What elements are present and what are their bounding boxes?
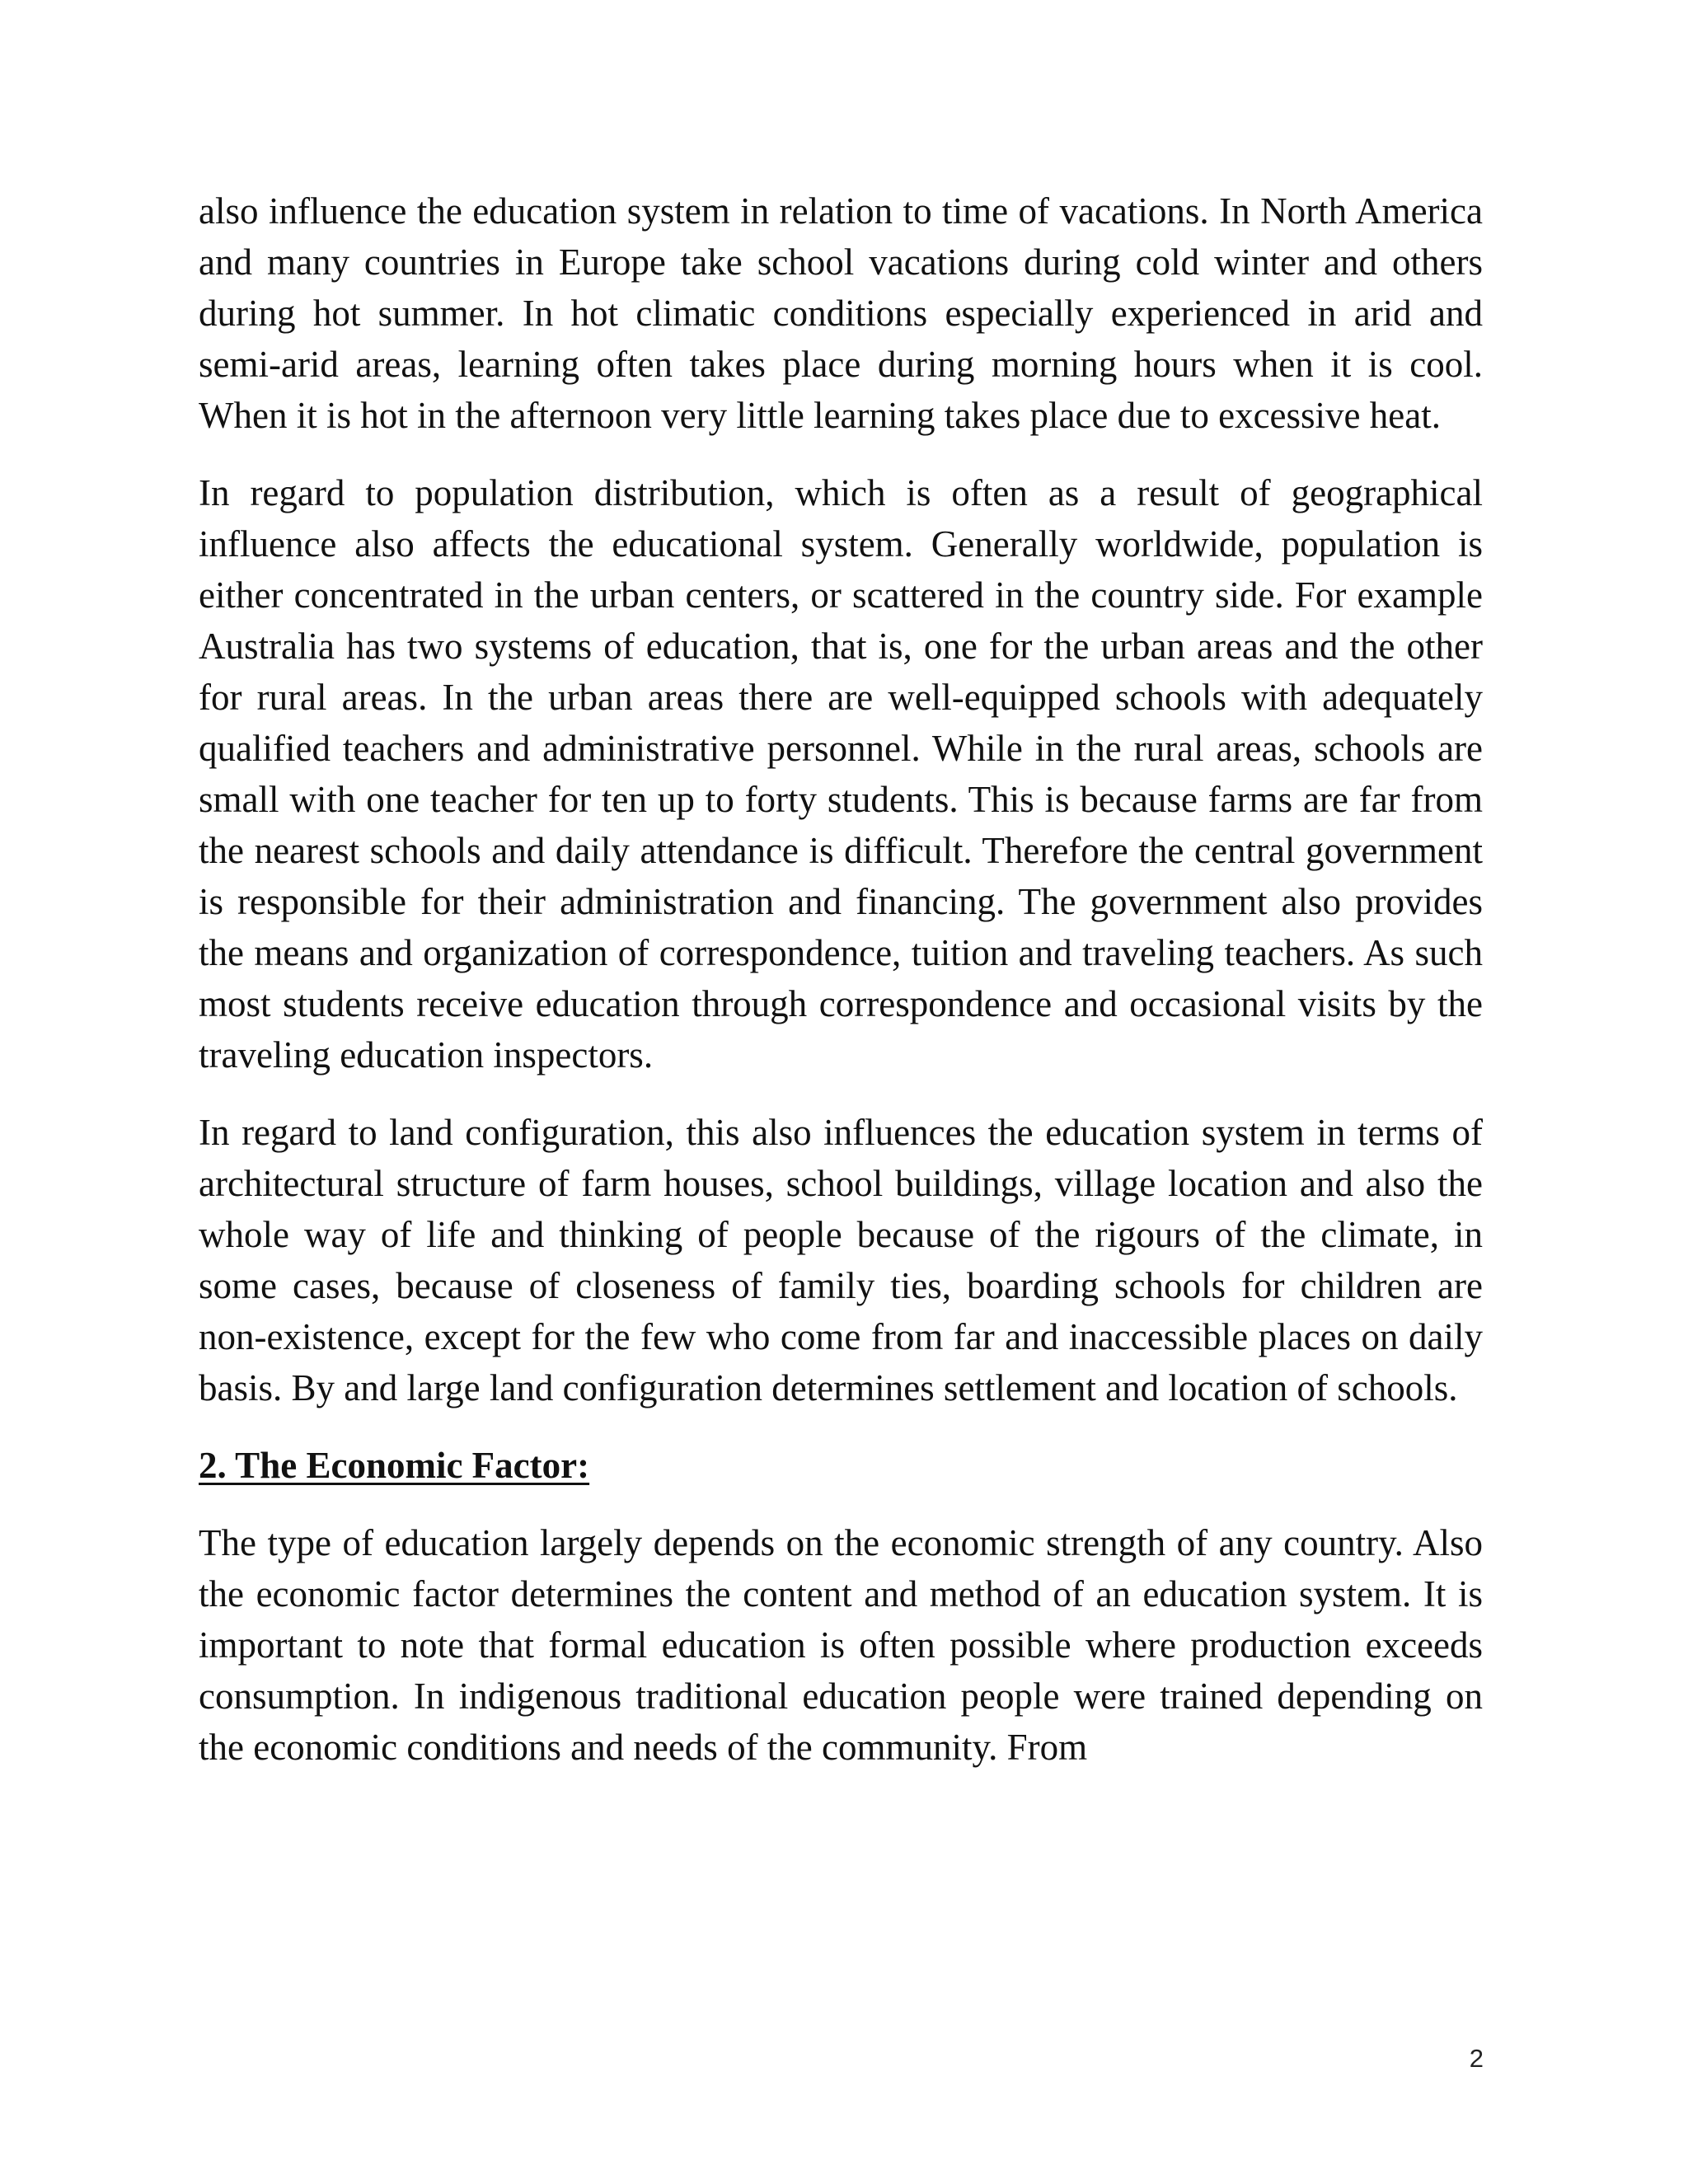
paragraph-economic-factor: The type of education largely depends on the economic strength of any country. Also the economic factor determines the content and method of an education system. It is important to note that formal education is often possible where production exceeds consumption. In indigenous traditional education people were trained depending on the economic conditions and needs of the community. From bbox=[199, 1522, 1483, 1768]
section-heading: 2. The Economic Factor: bbox=[199, 1445, 590, 1486]
document-body bbox=[199, 185, 1483, 1799]
paragraph-climate-vacations: also influence the education system in relation to time of vacations. In North America and many countries in Europe take school vacations during cold winter and others during hot summer. In hot climatic conditions especially experienced in arid and semi-arid areas, learning often takes place during morning hours when it is cool. When it is hot in the afternoon very little learning takes place due to excessive heat. bbox=[199, 190, 1483, 436]
paragraph-land-configuration: In regard to land configuration, this also influences the education system in terms of architectural structure of farm houses, school buildings, village location and also the whole way of life and thinking of people because of the rigours of the climate, in some cases, because of closeness of family ties, boarding schools for children are non-existence, except for the few who come from far and inaccessible places on daily basis. By and large land configuration determines settlement and location of schools. bbox=[199, 1112, 1483, 1408]
page-number: 2 bbox=[1469, 2044, 1484, 2073]
paragraph-population-distribution: In regard to population distribution, which is often as a result of geographical influence also affects the educational system. Generally worldwide, population is either concentrated in the urban centers, or scattered in the country side. For example Australia has two systems of education, that is, one for the urban areas and the other for rural areas. In the urban areas there are well-equipped schools with adequately qualified teachers and administrative personnel. While in the rural areas, schools are small with one teacher for ten up to forty students. This is because farms are far from the nearest schools and daily attendance is difficult. Therefore the central government is responsible for their administration and financing. The government also provides the means and organization of correspondence, tuition and traveling teachers. As such most students receive education through correspondence and occasional visits by the traveling education inspectors. bbox=[199, 472, 1483, 1076]
